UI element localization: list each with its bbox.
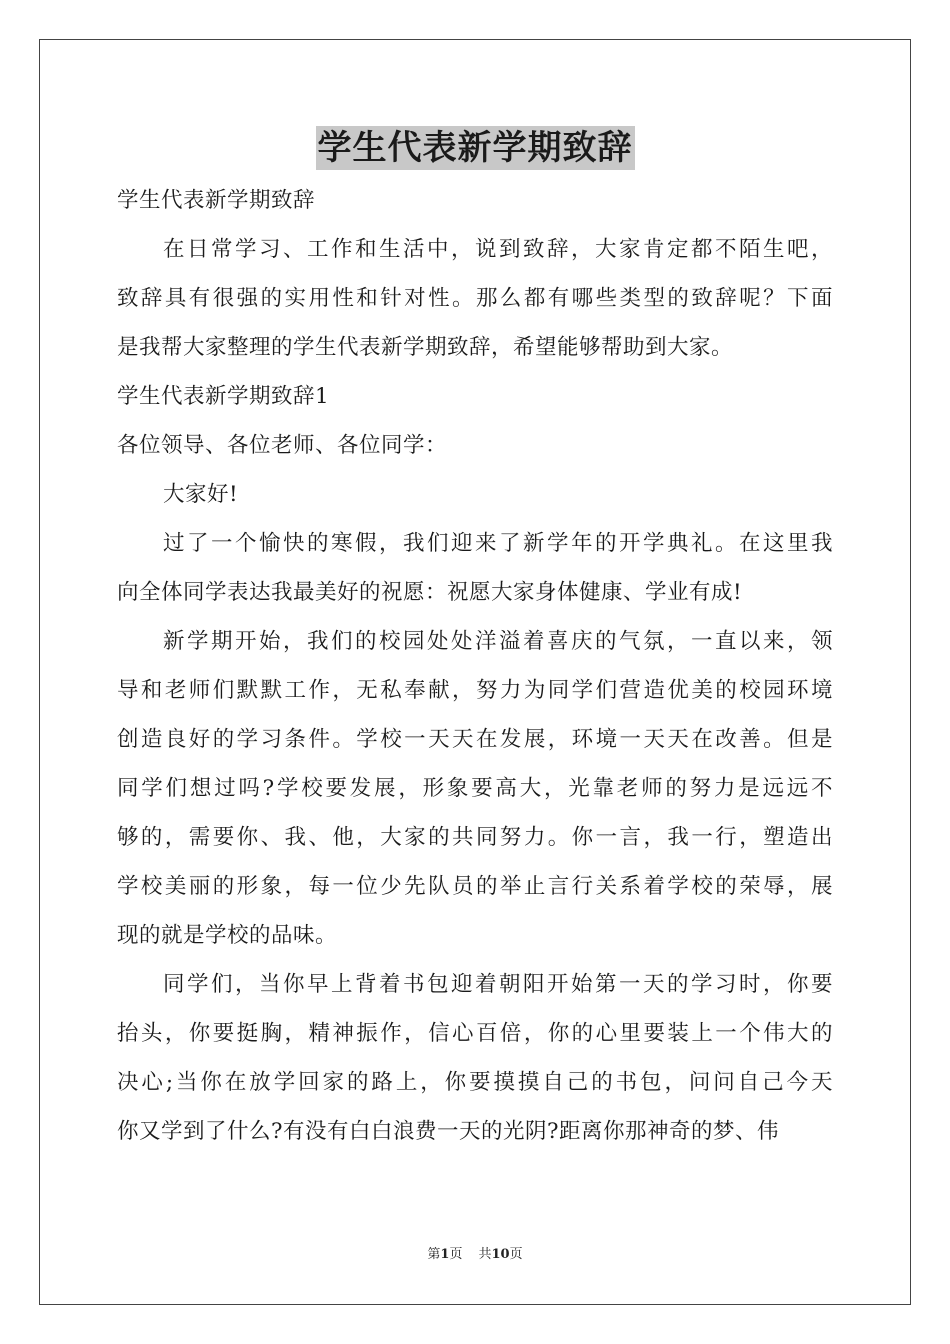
text-line: 在日常学习、工作和生活中，说到致辞，大家肯定都不陌生吧， (163, 237, 833, 262)
text-line: 抬头，你要挺胸，精神振作，信心百倍，你的心里要装上一个伟大的 (117, 1021, 833, 1046)
text-line: 你又学到了什么?有没有白白浪费一天的光阴?距离你那神奇的梦、伟 (117, 1119, 780, 1144)
page-current: 1 (440, 1247, 450, 1262)
title-area (0, 126, 950, 170)
paragraph-salutation (117, 421, 833, 470)
paragraph-section1 (117, 372, 833, 421)
page-total: 10 (491, 1247, 510, 1262)
text-line: 现的就是学校的品味。 (117, 923, 338, 948)
paragraph-p3 (117, 960, 833, 1156)
text-line: 致辞具有很强的实用性和针对性。那么都有哪些类型的致辞呢？下面 (117, 286, 833, 311)
text-line: 导和老师们默默工作，无私奉献，努力为同学们营造优美的校园环境 (117, 678, 833, 703)
document-body (117, 176, 833, 1156)
paragraph-p2 (117, 617, 833, 960)
text-line: 学生代表新学期致辞1 (117, 384, 330, 409)
text-line: 学校美丽的形象，每一位少先队员的举止言行关系着学校的荣辱，展 (117, 874, 833, 899)
text-line: 大家好! (163, 482, 239, 507)
text-line: 是我帮大家整理的学生代表新学期致辞，希望能够帮助到大家。 (117, 335, 734, 360)
paragraph-subtitle (117, 176, 833, 225)
text-line: 创造良好的学习条件。学校一天天在发展，环境一天天在改善。但是 (117, 727, 833, 752)
total-suffix: 页 (509, 1247, 523, 1262)
text-line: 新学期开始，我们的校园处处洋溢着喜庆的气氛，一直以来，领 (163, 629, 833, 654)
document-title: 学生代表新学期致辞 (317, 128, 633, 168)
text-line: 各位领导、各位老师、各位同学： (117, 433, 448, 458)
text-line: 决心;当你在放学回家的路上，你要摸摸自己的书包，问问自己今天 (117, 1070, 833, 1095)
page-footer (0, 1243, 950, 1262)
paragraph-p1 (117, 519, 833, 617)
total-prefix: 共 (478, 1247, 492, 1262)
page-prefix: 第 (427, 1247, 441, 1262)
text-line: 向全体同学表达我最美好的祝愿：祝愿大家身体健康、学业有成! (117, 580, 743, 605)
page-suffix: 页 (449, 1247, 463, 1262)
text-line: 过了一个愉快的寒假，我们迎来了新学年的开学典礼。在这里我 (163, 531, 833, 556)
text-line: 够的，需要你、我、他，大家的共同努力。你一言，我一行，塑造出 (117, 825, 833, 850)
text-line: 同学们想过吗?学校要发展，形象要高大，光靠老师的努力是远远不 (117, 776, 833, 801)
text-line: 同学们，当你早上背着书包迎着朝阳开始第一天的学习时，你要 (163, 972, 833, 997)
paragraph-intro (117, 225, 833, 372)
paragraph-greeting (117, 470, 833, 519)
text-line: 学生代表新学期致辞 (117, 188, 316, 213)
